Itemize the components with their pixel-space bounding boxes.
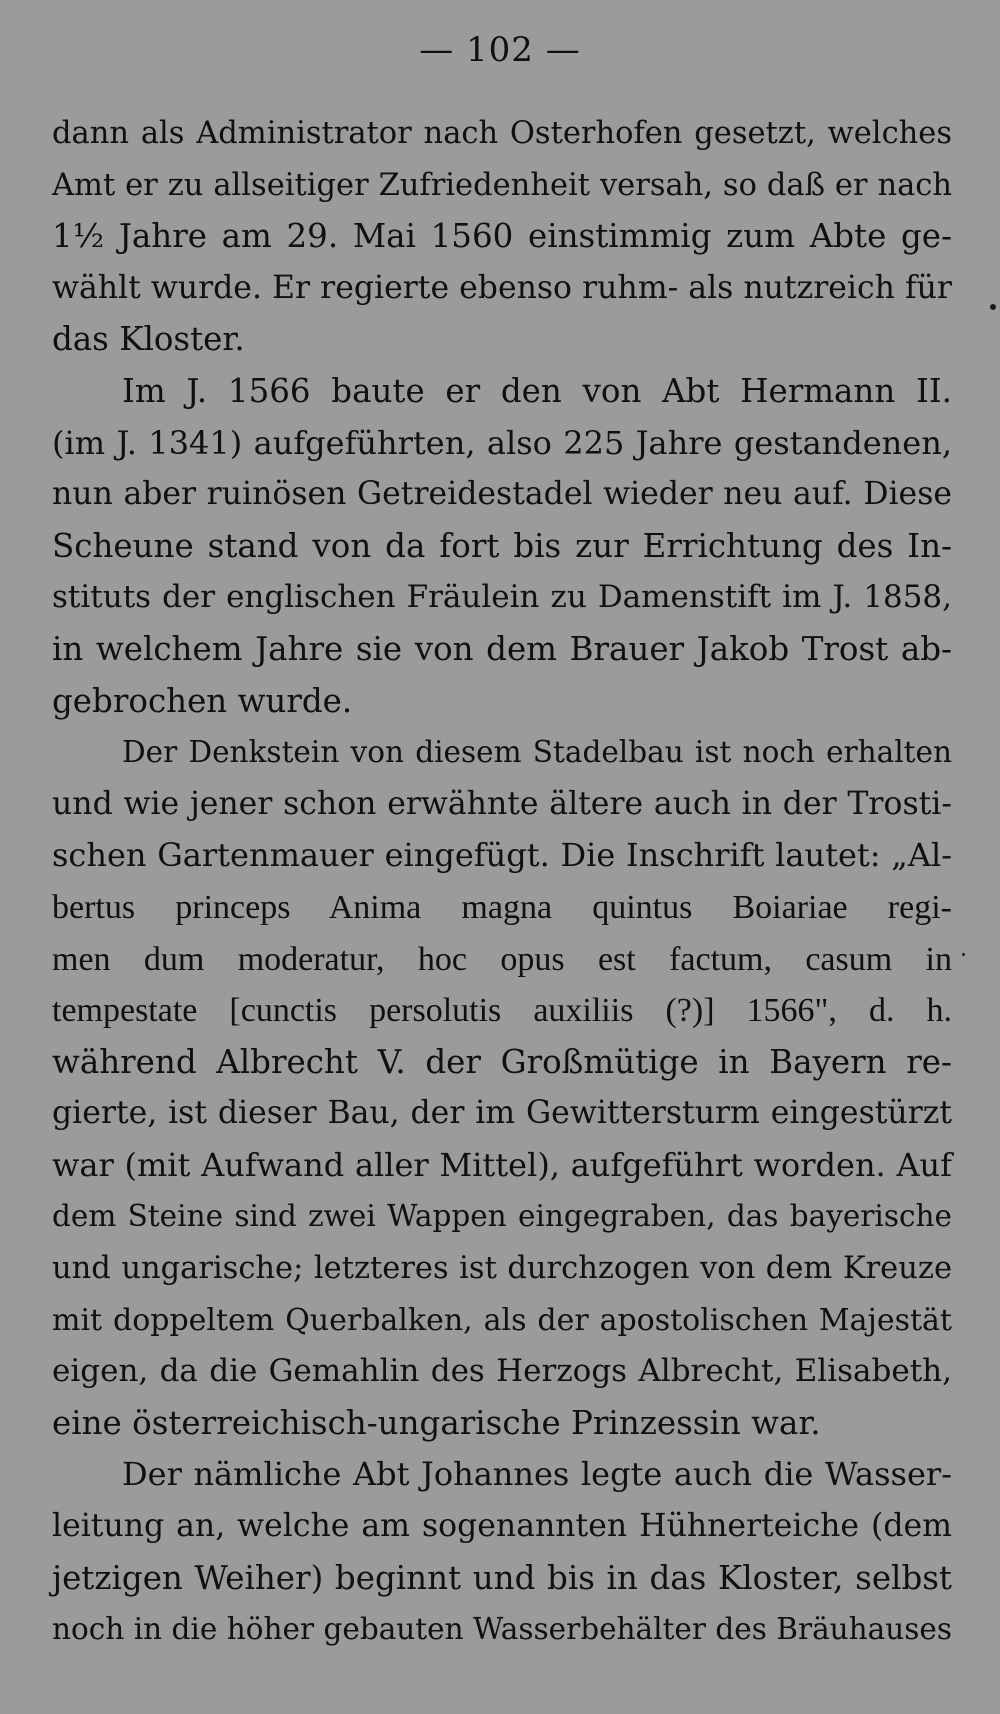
- text-line: das Kloster.: [52, 320, 245, 359]
- paragraph-1: [52, 108, 952, 366]
- scan-speck: [990, 304, 996, 310]
- text-line: noch in die höher gebauten Wasserbehälter des Bräuhauses: [52, 1612, 952, 1647]
- paragraph-3: [52, 727, 952, 1449]
- page-number: — 102 —: [419, 30, 581, 70]
- body-text: [52, 108, 952, 1656]
- text-line: tempestate [cunctis persolutis auxiliis (?)] 1566", d. h.: [52, 992, 952, 1030]
- paragraph-2: [52, 366, 952, 727]
- text-line: gebrochen wurde.: [52, 681, 353, 720]
- text-line: mit doppeltem Querbalken, als der apostolischen Majestät: [52, 1302, 952, 1338]
- scan-speck: [962, 953, 965, 956]
- text-line: und wie jener schon erwähnte ältere auch in der Trosti-: [52, 785, 952, 822]
- text-line: eigen, da die Gemahlin des Herzogs Albrecht, Elisabeth,: [52, 1353, 952, 1390]
- text-line: war (mit Aufwand aller Mittel), aufgeführt worden. Auf: [52, 1145, 952, 1184]
- text-line: in welchem Jahre sie von dem Brauer Jakob Trost ab-: [52, 629, 952, 668]
- text-line: Der nämliche Abt Johannes legte auch die Wasser-: [122, 1455, 952, 1494]
- text-line: dann als Administrator nach Osterhofen gesetzt, welches: [52, 116, 952, 151]
- text-line: dem Steine sind zwei Wappen eingegraben, das bayerische: [52, 1199, 952, 1234]
- text-line: Scheune stand von da fort bis zur Errichtung des In-: [52, 526, 952, 565]
- text-line: leitung an, welche am sogenannten Hühnerteiche (dem: [52, 1508, 952, 1545]
- text-line: Amt er zu allseitiger Zufriedenheit versah, so daß er nach: [52, 167, 952, 203]
- text-line: stituts der englischen Fräulein zu Damenstift im J. 1858,: [52, 579, 952, 616]
- text-line: eine österreichisch-ungarische Prinzessin war.: [52, 1403, 821, 1442]
- text-line: während Albrecht V. der Großmütige in Bayern re-: [52, 1042, 952, 1081]
- text-line: gierte, ist dieser Bau, der im Gewittersturm eingestürzt: [52, 1095, 952, 1132]
- paragraph-4: [52, 1449, 952, 1655]
- text-line: jetzigen Weiher) beginnt und bis in das Kloster, selbst: [52, 1558, 952, 1597]
- text-line: Im J. 1566 baute er den von Abt Hermann II.: [122, 371, 952, 410]
- text-line: men dum moderatur, hoc opus est factum, casum in: [52, 940, 952, 978]
- text-line: bertus princeps Anima magna quintus Boiariae regi-: [52, 888, 952, 926]
- text-line: schen Gartenmauer eingefügt. Die Inschrift lautet: „Al-: [52, 836, 952, 875]
- text-line: nun aber ruinösen Getreidestadel wieder neu auf. Diese: [52, 476, 952, 513]
- text-line: 1½ Jahre am 29. Mai 1560 einstimmig zum Abte ge-: [52, 217, 952, 256]
- text-line: wählt wurde. Er regierte ebenso ruhm- als nutzreich für: [52, 269, 952, 306]
- text-line: (im J. 1341) aufgeführten, also 225 Jahre gestandenen,: [52, 423, 952, 462]
- text-line: Der Denkstein von diesem Stadelbau ist noch erhalten: [122, 735, 952, 770]
- text-line: und ungarische; letzteres ist durchzogen von dem Kreuze: [52, 1251, 952, 1287]
